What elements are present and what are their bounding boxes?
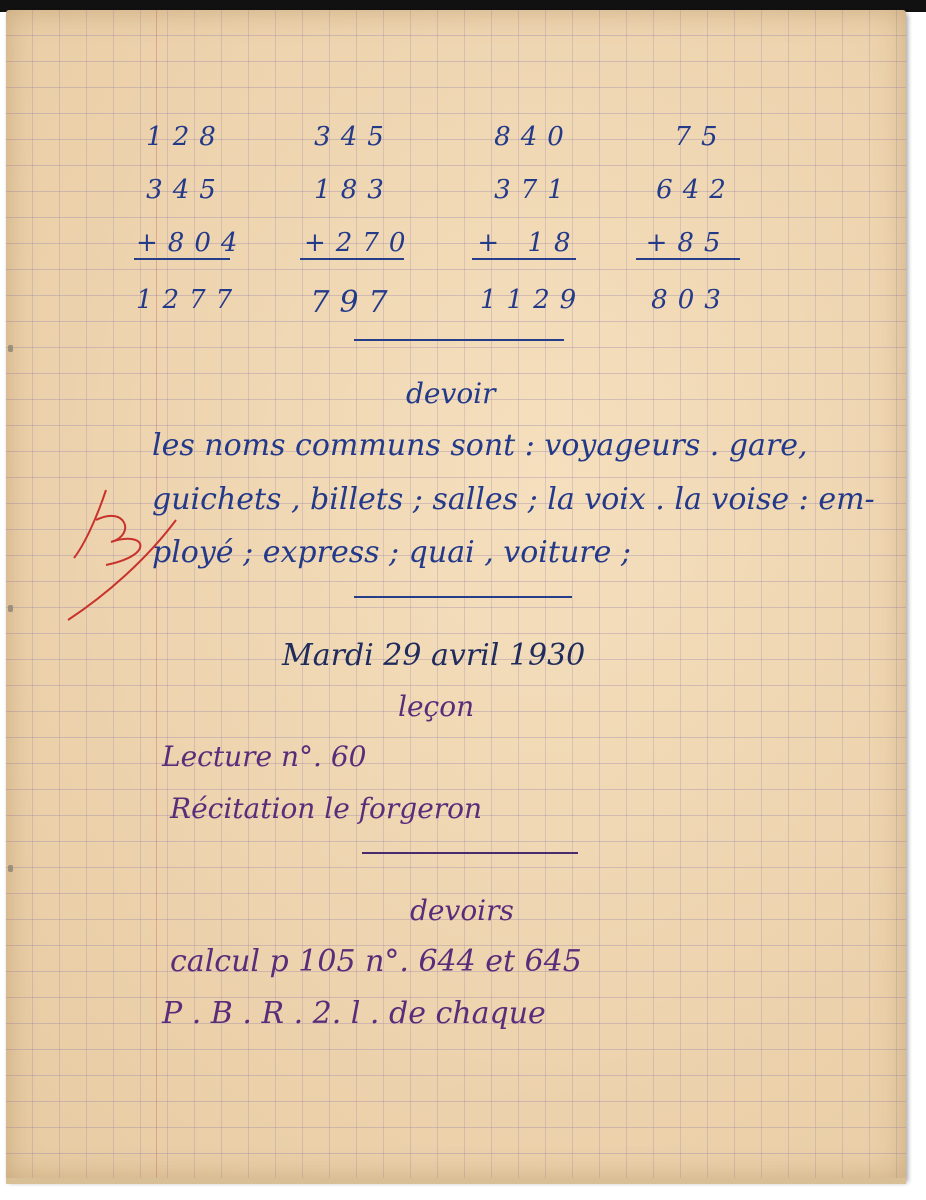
section-divider <box>354 596 572 598</box>
addition-row: 371 <box>494 175 574 205</box>
devoir-line: guichets , billets ; salles ; la voix . la voise : em- <box>152 482 875 517</box>
devoirs-line: P . B . R . 2. l . de chaque <box>162 996 546 1031</box>
addition-row: 642 <box>656 175 736 205</box>
addition-row: 75 <box>674 122 728 152</box>
addition-rule <box>134 258 230 260</box>
addition-row: 128 <box>146 122 226 152</box>
notebook-page <box>6 10 906 1180</box>
lecon-heading: leçon <box>398 690 475 723</box>
devoir-line: ployé ; express ; quai , voiture ; <box>152 535 632 570</box>
addition-row: +85 <box>645 228 731 258</box>
lecon-line: Lecture n°. 60 <box>162 740 367 773</box>
addition-total: 803 <box>651 285 731 315</box>
addition-rule <box>472 258 576 260</box>
binding-staple <box>8 345 13 352</box>
binding-staple <box>8 605 13 612</box>
devoirs-line: calcul p 105 n°. 644 et 645 <box>170 944 582 979</box>
addition-row: + 18 <box>477 228 581 258</box>
addition-total: 1277 <box>136 285 243 315</box>
addition-rule <box>300 258 404 260</box>
addition-row: 840 <box>494 122 574 152</box>
section-divider <box>354 339 564 341</box>
date-line: Mardi 29 avril 1930 <box>282 638 586 673</box>
devoir-line: les noms communs sont : voyageurs . gare, <box>152 428 808 463</box>
addition-total: 1129 <box>480 285 587 315</box>
devoir-heading: devoir <box>406 377 496 410</box>
page-bottom-edge <box>6 1178 906 1184</box>
section-divider <box>362 852 578 854</box>
lecon-line: Récitation le forgeron <box>170 792 483 825</box>
addition-rule <box>636 258 740 260</box>
addition-row: +804 <box>136 228 248 258</box>
addition-row: 345 <box>146 175 226 205</box>
addition-row: +270 <box>304 228 416 258</box>
addition-row: 183 <box>314 175 394 205</box>
addition-total: 797 <box>310 285 398 320</box>
binding-staple <box>8 865 13 872</box>
addition-row: 345 <box>314 122 394 152</box>
teacher-grade-mark <box>66 480 186 640</box>
devoirs-heading: devoirs <box>410 894 514 927</box>
